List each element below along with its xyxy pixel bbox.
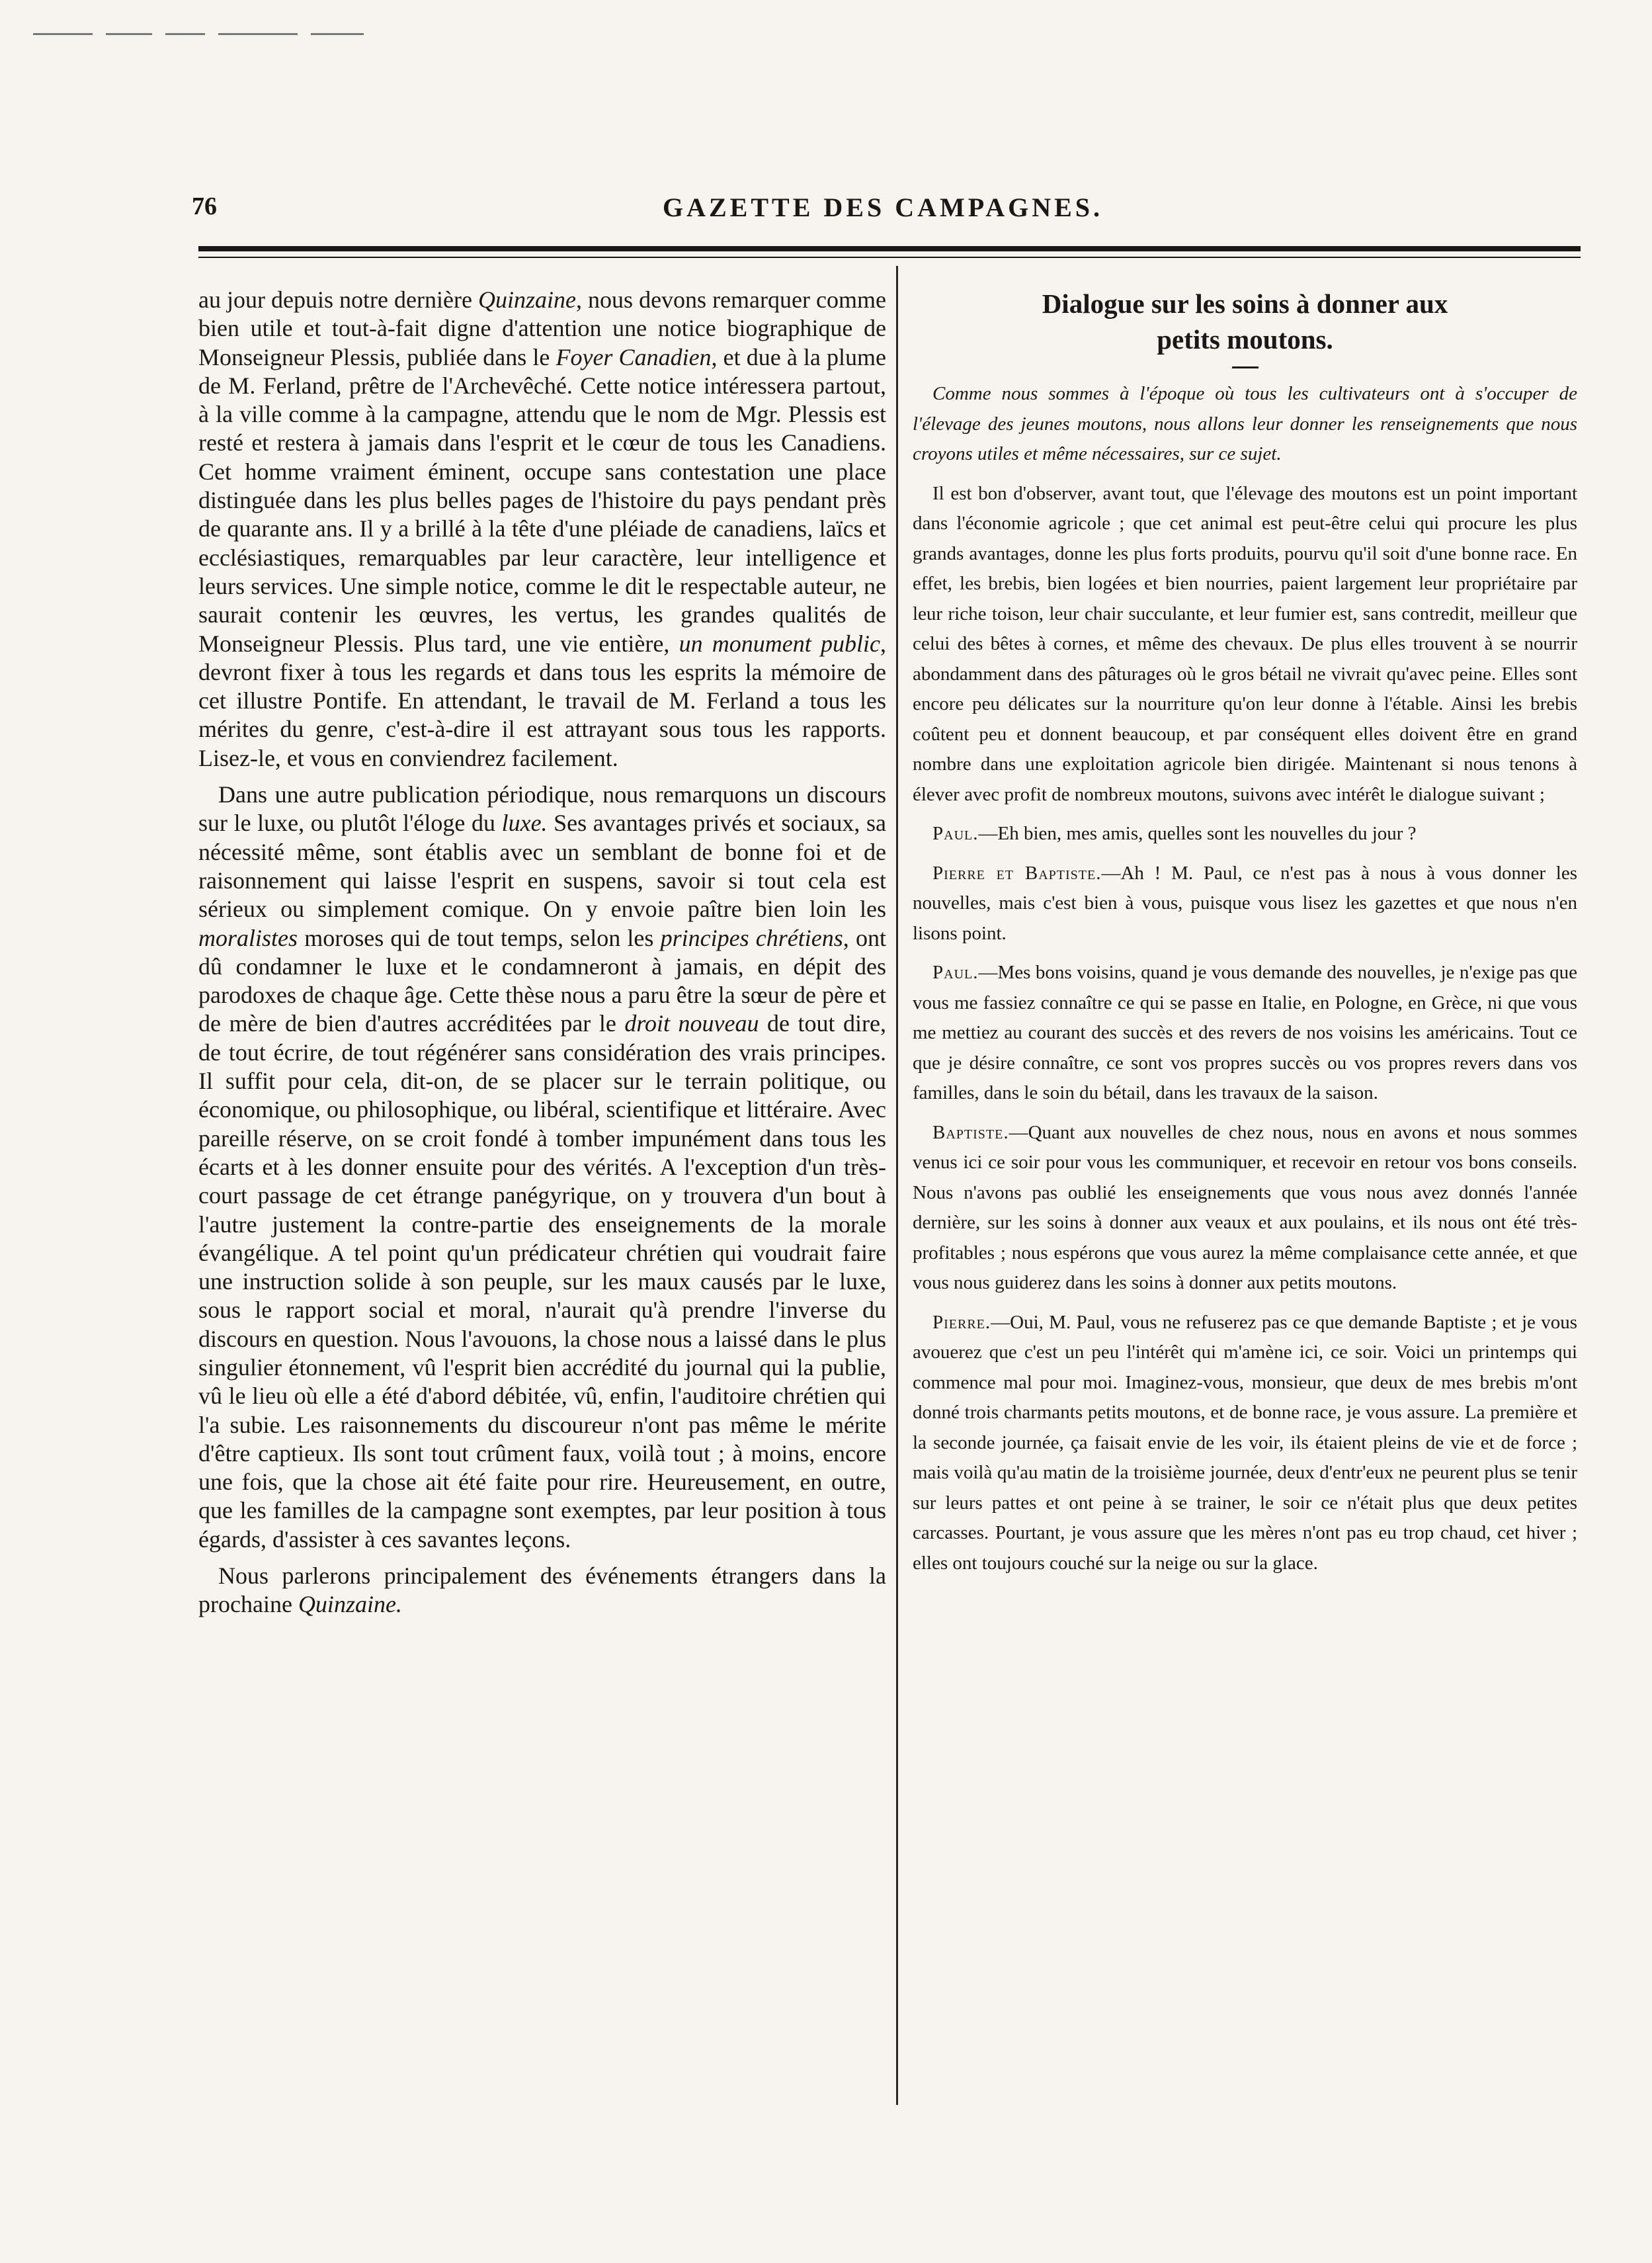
paragraph-next-quinzaine [198,1562,886,1619]
intro-text: Comme nous sommes à l'époque où tous les cultivateurs ont à s'occuper de l'élevage des jeunes moutons, nous allons leur donner les renseignements que nous croyons utiles et même nécessaires, sur ce sujet. [913,383,1577,464]
dialogue-text: —Eh bien, mes amis, quelles sont les nouvelles du jour ? [978,823,1417,844]
speaker-name: Pierre. [932,1311,991,1333]
article-title [913,286,1577,357]
dialogue-line [913,819,1577,849]
dialogue-text: —Mes bons voisins, quand je vous demande des nouvelles, je n'exige pas que vous me fassiez connaître ce qui se passe en Italie, en Pologne, en Grèce, ni que vous me mettiez au courant des succès et des revers de nos voisins les américains. Tout ce que je désire connaître, ce sont vos propres succès ou vos propres revers dans vos familles, dans le soin du bétail, dans les travaux de la saison. [913,962,1577,1103]
page-header [192,187,1574,233]
dialogue-line [913,958,1577,1109]
dialogue-line [913,1308,1577,1579]
speaker-name: Baptiste. [932,1121,1009,1143]
italic-run: luxe. [501,810,548,837]
italic-run: Quinzaine. [298,1591,402,1618]
paragraph-luxe-discourse [198,781,886,1554]
text-run: de tout dire, de tout écrire, de tout régénérer sans considération des vrais principes. Il suffit pour cela, dit-on, de se placer sur le terrain politique, ou économique, ou philosophique, ou libéral, scientifique et littéraire. Avec pareille réserve, on se croit fondé à tomber impunément dans tous les écarts et à les donner ensuite pour des vérités. A l'exception d'un très-court passage de cet étrange panégyrique, on y trouvera d'un bout à l'autre justement la contre-partie des enseignements de la morale évangélique. A tel point qu'un prédicateur chrétien qui voudrait faire une instruction solide à son peuple, sur les maux causés par le luxe, sous le rapport social et moral, n'aurait qu'à prendre l'inverse du discours en question. Nous l'avouons, la chose nous a laissé dans le plus singulier étonnement, vû l'esprit bien accrédité du journal qui la publie, vû le lieu où elle a été d'abord débitée, vû, enfin, l'auditoire chrétien qui l'a subie. Les raisonnements du discoureur n'ont pas même le mérite d'être captieux. Ils sont tout crûment faux, voilà tout ; à moins, encore une fois, que la chose ait été faite pour rire. Heureusement, en outre, que les familles de la campagne sont exemptes, par leur position à tous égards, d'assister à ces savantes leçons. [198,1010,886,1553]
dialogue-text: —Oui, M. Paul, vous ne refuserez pas ce que demande Baptiste ; et je vous avouerez que c'est un peu l'intérêt qui m'amène ici, ce soir. Voici un printemps qui commence mal pour moi. Imaginez-vous, monsieur, que deux de mes brebis m'ont donné trois charmants petits moutons, et de bonne race, je vous assure. La première et la seconde journée, ça faisait envie de les voir, ils étaient pleins de vie et de force ; mais voilà qu'au matin de la troisième journée, deux d'entr'eux ne peurent plus se tenir sur leurs pattes et ont peine à se trainer, le soir ce n'était plus que deux petites carcasses. Pourtant, je vous assure que les mères n'ont pas eu trop chaud, cet hiver ; elles ont toujours couché sur la neige ou sur la glace. [913,1311,1577,1574]
running-title: GAZETTE DES CAMPAGNES. [662,192,1103,222]
text-run: , et due à la plume de M. Ferland, prêtre de l'Archevêché. Cette notice intéressera partout, à la ville comme à la campagne, attendu que le nom de Mgr. Plessis est resté et restera à jamais dans l'esprit et le cœur de tous les Canadiens. Cet homme vraiment éminent, occupe sans contestation une place distinguée dans les plus belles pages de l'histoire du pays pendant près de quarante ans. Il y a brillé à la tête d'une pléiade de canadiens, laïcs et ecclésiastiques, remarquables par leur caractère, leur intelligence et leurs services. Une simple notice, comme le dit le respectable auteur, ne saurait contenir les œuvres, les vertus, les grandes qualités de Monseigneur Plessis. Plus tard, une vie entière, [198,343,886,657]
italic-run: principes chrétiens [660,924,843,951]
dialogue-line [913,859,1577,949]
header-rule-thick [198,246,1581,251]
text-run: moroses qui de tout temps, selon les [298,924,661,951]
dialogue-text: —Quant aux nouvelles de chez nous, nous en avons et nous sommes venus ici ce soir pour vous les communiquer, et recevoir en retour vos bons conseils. Nous n'avons pas oublié les enseignements que vous nous avez donnés l'année dernière, sur les soins à donner aux veaux et aux poulains, et ils nous ont été très-profitables ; nous espérons que vous aurez la même complaisance cette année, et que vous nous guiderez dans les soins à donner aux petits moutons. [913,1121,1577,1293]
italic-run: Foyer Canadien [556,343,712,370]
speaker-name: Paul. [932,823,979,844]
italic-run: droit nouveau [624,1010,759,1037]
speaker-name: Pierre et Baptiste. [932,862,1102,884]
header-rule-thin [198,257,1581,258]
text-run: , nous devons remarquer comme bien utile et tout-à-fait digne d'attention une notice biographique de Monseigneur Plessis, publiée dans le [198,286,886,370]
text-run: Ses avantages privés et sociaux, sa nécessité même, sont établis avec un semblant de bonne foi et de raisonnement qui laisse l'esprit en suspens, savoir si tout cela est sérieux ou simplement comique. On y envoie paître bien loin les [198,810,886,923]
page-number: 76 [192,192,217,220]
text-run: , ont dû condamner le luxe et le condamneront à jamais, en dépit des parodoxes de chaque âge. Cette thèse nous a paru être la sœur de père et de mère de bien d'autres accréditées par le [198,924,886,1037]
article-intro [913,379,1577,470]
italic-run: Quinzaine [478,286,576,313]
speaker-name: Paul. [932,962,979,983]
dialogue-text: —Ah ! M. Paul, ce n'est pas à nous à vous donner les nouvelles, mais c'est bien à vous, puisque vous lisez les gazettes et que nous n'en lisons point. [913,862,1577,944]
text-run: , devront fixer à tous les regards et dans tous les esprits la mémoire de cet illustre Pontife. En attendant, le travail de M. Ferland a tous les mérites du genre, c'est-à-dire il est attrayant sous tous les rapports. Lisez-le, et vous en conviendrez facilement. [198,630,886,771]
title-dash [1232,366,1259,368]
paragraph-plessis-notice [198,286,886,773]
italic-run: moralistes [198,924,298,951]
article-title-line: petits moutons. [1157,324,1333,355]
paragraph-observation: Il est bon d'observer, avant tout, que l'élevage des moutons est un point important dans l'économie agricole ; que cet animal est peut-être celui qui procure les plus grands avantages, donne les plus forts produits, pourvu qu'il soit d'une bonne race. En effet, les brebis, bien logées et bien nourries, paient largement leur propriétaire par leur riche toison, leur chair succulante, et leur fumier est, sans contredit, meilleur que celui des bêtes à cornes, et même des chevaux. De plus elles trouvent à se nourrir abondamment dans des pâturages où le gros bétail ne vivrait qu'avec peine. Elles sont encore peu délicates sur la nourriture qu'on leur donne à l'étable. Ainsi les brebis coûtent peu et donnent beaucoup, et par conséquent elles doivent être en grand nombre dans une exploitation agricole bien dirigée. Maintenant si nous tenons à élever avec profit de nombreux moutons, suivons avec intérêt le dialogue suivant ; [913,482,1577,805]
top-margin-marks [20,26,417,46]
dialogue-line [913,1118,1577,1299]
text-run: Dans une autre publication périodique, nous remarquons un discours sur le luxe, ou plutôt l'éloge du [198,781,886,837]
text-run: Nous parlerons principalement des événements étrangers dans la prochaine [198,1562,886,1618]
article-title-line: Dialogue sur les soins à donner aux [1042,288,1448,319]
text-run: au jour depuis notre dernière [198,286,478,313]
right-column [913,286,1577,1588]
italic-run: un monument public [679,630,880,657]
left-column [198,286,886,1619]
column-divider [896,266,898,2105]
